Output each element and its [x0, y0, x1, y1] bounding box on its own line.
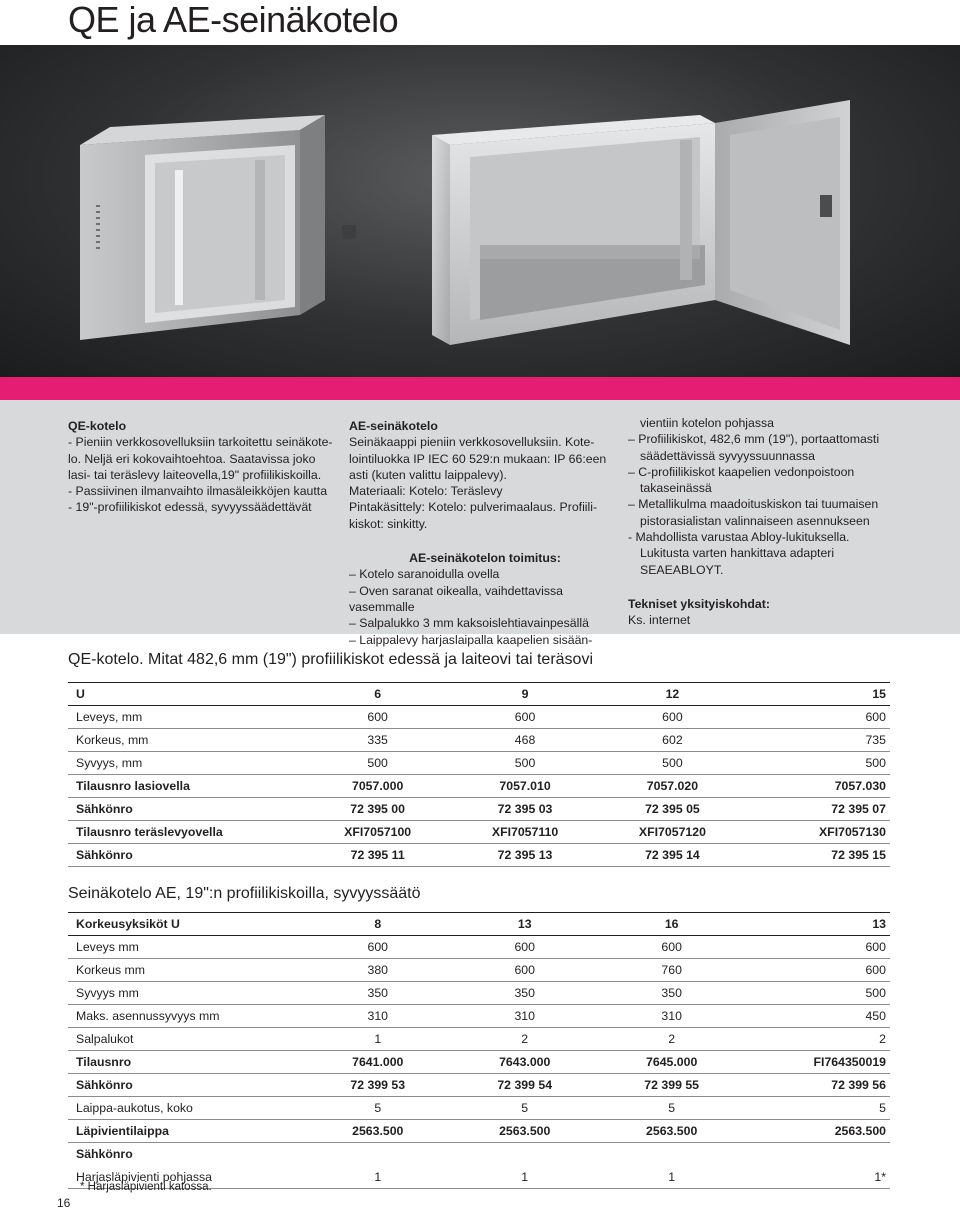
- table-row: [68, 959, 890, 982]
- table-cell: 602: [595, 729, 742, 752]
- page-number: 16: [57, 1196, 71, 1208]
- table-cell: 600: [300, 706, 447, 729]
- table-cell: 600: [447, 959, 594, 982]
- row-label: Sähkönro: [68, 1074, 300, 1097]
- table-row: [68, 936, 890, 959]
- table-row: [68, 982, 890, 1005]
- table-cell: 2563.500: [594, 1120, 741, 1143]
- row-label: Harjasläpivienti pohjassa: [68, 1166, 300, 1189]
- table-cell: 8: [300, 913, 447, 936]
- table-cell: 7057.030: [742, 775, 890, 798]
- ae-delivery-line: – Laippalevy harjaslaipalla kaapelien sisään-: [349, 632, 593, 647]
- table-row: [68, 729, 890, 752]
- table-cell: XFI7057120: [595, 821, 742, 844]
- table-row: [68, 844, 890, 867]
- enclosure-illustration: [0, 45, 960, 377]
- table-cell: 7641.000: [300, 1051, 447, 1074]
- table-cell: 72 399 55: [594, 1074, 741, 1097]
- col3-line: säädettävissä syvyyssuunnassa: [640, 448, 815, 463]
- table-cell: 72 399 56: [741, 1074, 890, 1097]
- table-cell: 7057.020: [595, 775, 742, 798]
- row-label: Tilausnro lasiovella: [68, 775, 300, 798]
- table-cell: [594, 1143, 741, 1166]
- table-cell: 310: [594, 1005, 741, 1028]
- row-label: Sähkönro: [68, 844, 300, 867]
- table-row: [68, 1028, 890, 1051]
- table-cell: 500: [742, 752, 890, 775]
- ae-delivery-continued: [628, 415, 893, 629]
- row-label: Salpalukot: [68, 1028, 300, 1051]
- col3-line: Lukitusta varten hankittava adapteri: [640, 546, 835, 561]
- table-row: [68, 706, 890, 729]
- table-cell: 5: [447, 1097, 594, 1120]
- row-label: Tilausnro teräslevyovella: [68, 821, 300, 844]
- table-cell: 5: [300, 1097, 447, 1120]
- table-row: [68, 752, 890, 775]
- table-cell: XFI7057110: [447, 821, 594, 844]
- ae-heading: AE-seinäkotelo: [349, 419, 438, 433]
- row-label: Maks. asennussyvyys mm: [68, 1005, 300, 1028]
- product-photo: [0, 45, 960, 377]
- qe-line: - Passiivinen ilmanvaihto ilmasäleikköjen kautta: [68, 484, 328, 499]
- ae-enclosure: [432, 100, 850, 345]
- table-cell: 7643.000: [447, 1051, 594, 1074]
- table-row: [68, 821, 890, 844]
- table-cell: 72 395 05: [595, 798, 742, 821]
- table-cell: 9: [447, 683, 594, 706]
- table-cell: 2: [741, 1028, 890, 1051]
- table-cell: 72 395 11: [300, 844, 447, 867]
- table-cell: XFI7057130: [742, 821, 890, 844]
- table-cell: 1: [447, 1166, 594, 1189]
- table-cell: 6: [300, 683, 447, 706]
- table-cell: 72 395 00: [300, 798, 447, 821]
- table-cell: 1: [300, 1028, 447, 1051]
- table-cell: 13: [741, 913, 890, 936]
- col3-line: SEAEABLOYT.: [640, 562, 724, 577]
- ae-delivery-line: – Kotelo saranoidulla ovella: [349, 567, 500, 582]
- qe-heading: QE-kotelo: [68, 419, 127, 433]
- table-cell: 600: [447, 936, 594, 959]
- col3-line: vientiin kotelon pohjassa: [640, 416, 774, 430]
- table-cell: 350: [300, 982, 447, 1005]
- table-cell: 310: [447, 1005, 594, 1028]
- col3-line: takaseinässä: [640, 481, 712, 496]
- table-cell: 72 395 13: [447, 844, 594, 867]
- row-label: Sähkönro: [76, 1147, 133, 1162]
- col3-line: – Metallikulma maadoituskiskon tai tuumaisen: [628, 497, 879, 512]
- row-label: Korkeus mm: [68, 959, 300, 982]
- row-label: Syvyys, mm: [68, 752, 300, 775]
- table-cell: 600: [447, 706, 594, 729]
- qe-spec-table: [68, 682, 890, 867]
- ae-line: Pintakäsittely: Kotelo: pulverimaalaus. Profiili-: [349, 500, 598, 515]
- ae-line: kiskot: sinkitty.: [349, 516, 428, 531]
- ae-delivery-heading: AE-seinäkotelon toimitus:: [409, 551, 561, 566]
- table-cell: 15: [742, 683, 890, 706]
- col3-line: pistorasialistan valinnaiseen asennukseen: [640, 513, 870, 528]
- table-cell: 72 395 03: [447, 798, 594, 821]
- table-cell: 735: [742, 729, 890, 752]
- table-cell: 600: [595, 706, 742, 729]
- table-cell: 600: [741, 936, 890, 959]
- table-row: [68, 1005, 890, 1028]
- table-cell: 380: [300, 959, 447, 982]
- table-cell: 7645.000: [594, 1051, 741, 1074]
- page-title: QE ja AE-seinäkotelo: [68, 0, 399, 40]
- table-cell: 500: [300, 752, 447, 775]
- table-cell: 310: [300, 1005, 447, 1028]
- table-cell: 16: [594, 913, 741, 936]
- ae-description: [349, 418, 621, 648]
- ae-line: asti (kuten valittu laippalevy).: [349, 467, 507, 482]
- table-cell: 350: [594, 982, 741, 1005]
- table-cell: 12: [595, 683, 742, 706]
- table-cell: 2: [594, 1028, 741, 1051]
- table-cell: [741, 1143, 890, 1166]
- table-cell: 72 399 54: [447, 1074, 594, 1097]
- table-cell: 1*: [741, 1166, 890, 1189]
- table-cell: 2: [447, 1028, 594, 1051]
- table-cell: 7057.010: [447, 775, 594, 798]
- table-cell: 600: [742, 706, 890, 729]
- table-cell: 72 399 53: [300, 1074, 447, 1097]
- table-row: [68, 1120, 890, 1143]
- ae-line: Materiaali: Kotelo: Teräslevy: [349, 484, 503, 499]
- table-row: [68, 1051, 890, 1074]
- ae-delivery-line: – Salpalukko 3 mm kaksoislehtiavainpesällä: [349, 616, 589, 631]
- table-cell: 600: [594, 936, 741, 959]
- ae-line: Seinäkaappi pieniin verkkosovelluksiin. Kote-: [349, 435, 595, 450]
- qe-line: lasi- tai teräslevy laiteovella,19" profiilikiskoilla.: [68, 467, 322, 482]
- table-cell: 72 395 14: [595, 844, 742, 867]
- table-cell: 760: [594, 959, 741, 982]
- table-cell: 13: [447, 913, 594, 936]
- table-cell: 350: [447, 982, 594, 1005]
- tech-text: Ks. internet: [628, 613, 691, 628]
- ae-line: lointiluokka IP IEC 60 529:n mukaan: IP 66:een: [349, 451, 607, 466]
- col3-line: - Mahdollista varustaa Abloy-lukituksella.: [628, 530, 850, 545]
- table-cell: 600: [300, 936, 447, 959]
- qe-line: - Pieniin verkkosovelluksiin tarkoitettu seinäkote-: [68, 435, 333, 450]
- ae-delivery-line: – Oven saranat oikealla, vaihdettavissa vasemmalle: [349, 583, 563, 614]
- row-label: Leveys mm: [68, 936, 300, 959]
- table-cell: 500: [595, 752, 742, 775]
- table-cell: 450: [741, 1005, 890, 1028]
- qe-enclosure: [80, 115, 356, 340]
- qe-description: [68, 418, 338, 516]
- row-label: Laippa-aukotus, koko: [68, 1097, 300, 1120]
- table-cell: 335: [300, 729, 447, 752]
- table1-title: QE-kotelo. Mitat 482,6 mm (19") profiilikiskot edessä ja laiteovi tai teräsovi: [68, 651, 593, 668]
- table-cell: 7057.000: [300, 775, 447, 798]
- qe-line: - 19"-profiilikiskot edessä, syvyyssäädettävät: [68, 500, 312, 515]
- row-label: Sähkönro: [68, 798, 300, 821]
- table2-title: Seinäkotelo AE, 19":n profiilikiskoilla, syvyyssäätö: [68, 885, 421, 902]
- table-cell: XFI7057100: [300, 821, 447, 844]
- row-label: Tilausnro: [68, 1051, 300, 1074]
- row-label: Korkeus, mm: [68, 729, 300, 752]
- qe-line: lo. Neljä eri kokovaihtoehtoa. Saatavissa joko: [68, 451, 316, 466]
- row-label: Korkeusyksiköt U: [68, 913, 300, 936]
- table-cell: 72 395 07: [742, 798, 890, 821]
- table-cell: 2563.500: [741, 1120, 890, 1143]
- table-cell: 5: [594, 1097, 741, 1120]
- footnote: * Harjasläpivienti katossa.: [80, 1181, 212, 1193]
- table-row: [68, 1074, 890, 1097]
- table-row: [68, 1097, 890, 1120]
- table-cell: 1: [300, 1166, 447, 1189]
- table-cell: 500: [447, 752, 594, 775]
- table-cell: 600: [741, 959, 890, 982]
- table-row: [68, 775, 890, 798]
- table-cell: 5: [741, 1097, 890, 1120]
- table-cell: 72 395 15: [742, 844, 890, 867]
- col3-line: – C-profiilikiskot kaapelien vedonpoistoon: [628, 464, 855, 479]
- table-cell: [447, 1143, 594, 1166]
- table-header-row: [68, 683, 890, 706]
- table-cell: 2563.500: [447, 1120, 594, 1143]
- row-label: U: [68, 683, 300, 706]
- table-cell: [300, 1143, 447, 1166]
- table-row: [68, 798, 890, 821]
- table-header-row: [68, 913, 890, 936]
- col3-line: – Profiilikiskot, 482,6 mm (19"), portaattomasti: [628, 432, 880, 447]
- ae-spec-table: [68, 912, 890, 1189]
- table-cell: FI764350019: [741, 1051, 890, 1074]
- table-cell: 500: [741, 982, 890, 1005]
- table-row: [68, 1143, 890, 1166]
- table-cell: 1: [594, 1166, 741, 1189]
- row-label: Leveys, mm: [68, 706, 300, 729]
- row-label: Syvyys mm: [68, 982, 300, 1005]
- accent-band: [0, 377, 960, 400]
- table-cell: 2563.500: [300, 1120, 447, 1143]
- row-label: Läpivientilaippa: [68, 1120, 300, 1143]
- table-cell: 468: [447, 729, 594, 752]
- tech-heading: Tekniset yksityiskohdat:: [628, 596, 770, 611]
